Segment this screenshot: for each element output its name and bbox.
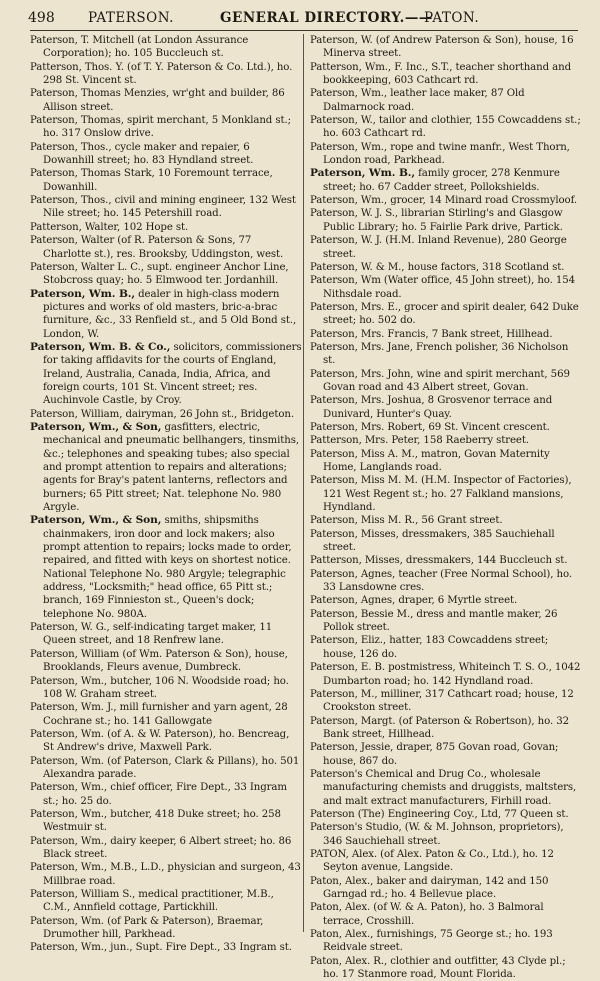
directory-entry	[30, 114, 302, 141]
entry-text: Paterson, Wm., M.B., L.D., physician and surgeon, 43 Millbrae road.	[30, 862, 301, 887]
right-column	[310, 34, 582, 981]
directory-entry	[310, 594, 582, 607]
entry-bold-name: Paterson, Wm. B.,	[30, 287, 135, 300]
directory-entry	[30, 861, 302, 888]
entry-text: Paterson, Jessie, draper, 875 Govan road, Govan; house, 867 do.	[310, 742, 559, 767]
entry-text: solicitors, commissioners for taking affidavits for the courts of England, Ireland, Australia, Canada, India, Africa, and foreign courts, 101 St. Vincent street; res. Auchinvole Castle, by Croy.	[43, 341, 302, 407]
entry-text: Paterson, Miss A. M., matron, Govan Maternity Home, Langlands road.	[310, 448, 550, 473]
entry-text: Paterson, Wm. J., mill furnisher and yarn agent, 28 Cochrane st.; ho. 141 Gallowgate	[30, 702, 288, 727]
entry-text: PATON, Alex. (of Alex. Paton & Co., Ltd.), ho. 12 Seyton avenue, Langside.	[310, 848, 554, 874]
entry-text: Paterson, Misses, dressmakers, 385 Sauchiehall street.	[310, 528, 555, 554]
entry-text: Paterson, Bessie M., dress and mantle maker, 26 Pollok street.	[310, 608, 558, 634]
entry-text: Paterson, Miss M. M. (H.M. Inspector of Factories), 121 West Regent st.; ho. 27 Falkland mansions, Hyndland.	[310, 475, 572, 514]
entry-bold-name: Paterson, Wm., & Son,	[30, 420, 162, 433]
directory-entry	[30, 835, 302, 862]
entry-text: Paterson, William S., medical practitioner, M.B., C.M., Annfield cottage, Partickhill.	[30, 889, 274, 914]
directory-entry	[310, 848, 582, 875]
page-number: 498	[28, 10, 55, 26]
entry-text: Paterson, Wm., leather lace maker, 87 Old Dalmarnock road.	[310, 88, 525, 113]
directory-entry	[30, 61, 302, 88]
directory-entry	[310, 207, 582, 234]
entry-text: Paterson, E. B. postmistress, Whiteinch T. S. O., 1042 Dumbarton road; ho. 142 Hyndland road.	[310, 662, 581, 687]
entry-text: Paterson, Wm., jun., Supt. Fire Dept., 33 Ingram st.	[30, 942, 292, 954]
directory-entry	[310, 141, 582, 168]
directory-entry	[30, 621, 302, 648]
entry-text: Paterson, Mrs. Joshua, 8 Grosvenor terrace and Dunivard, Hunter's Quay.	[310, 395, 553, 420]
entry-text: Paterson's Chemical and Drug Co., wholesale manufacturing chemists and druggists, maltsters, and malt extract manufacturers, Firhill road.	[310, 768, 577, 807]
entry-text: Paterson, Wm., butcher, 418 Duke street; ho. 258 Westmuir st.	[30, 808, 281, 834]
entry-bold-name: Paterson, Wm., & Son,	[30, 514, 162, 527]
directory-entry	[30, 421, 302, 514]
directory-entry	[310, 341, 582, 368]
entry-bold-name: Paterson, Wm. B.,	[310, 167, 415, 180]
entry-text: Paterson, Walter L. C., supt. engineer Anchor Line, Stobcross quay; ho. 5 Elmwood ter. Jordanhill.	[30, 261, 289, 287]
entry-text: Paterson, Thos., cycle maker and repaier, 6 Dowanhill street; ho. 83 Hyndland street.	[30, 141, 254, 167]
entry-text: Patterson, Thos. Y. (of T. Y. Paterson & Co. Ltd.), ho. 298 St. Vincent st.	[30, 61, 293, 87]
directory-entry	[30, 755, 302, 782]
entry-text: Paterson, Mrs. Francis, 7 Bank street, Hillhead.	[310, 328, 553, 340]
entry-text: Paterson, Mrs. Jane, French polisher, 36 Nicholson st.	[310, 341, 569, 367]
page-header	[28, 8, 576, 28]
directory-entry	[310, 634, 582, 661]
directory-entry	[30, 648, 302, 675]
directory-entry	[310, 901, 582, 928]
directory-entry	[310, 234, 582, 261]
directory-entry	[310, 768, 582, 808]
directory-entry	[30, 167, 302, 194]
directory-entry	[310, 61, 582, 88]
entry-text: Paterson, Wm., grocer, 14 Minard road Crossmyloof.	[310, 195, 578, 207]
directory-entry	[310, 661, 582, 688]
directory-entry	[310, 474, 582, 514]
header-left-title: PATERSON.	[88, 10, 174, 26]
header-rule	[30, 30, 578, 31]
directory-entry	[310, 114, 582, 141]
entry-text: Paterson, Agnes, draper, 6 Myrtle street.	[310, 595, 518, 607]
entry-text: Paterson, W. (of Andrew Paterson & Son), house, 16 Minerva street.	[310, 35, 574, 60]
entry-text: Paterson, T. Mitchell (at London Assurance Corporation); ho. 105 Buccleuch st.	[30, 35, 249, 60]
entry-text: Paterson's Studio, (W. & M. Johnson, proprietors), 346 Sauchiehall street.	[310, 822, 564, 847]
directory-entry	[310, 448, 582, 475]
entry-text: Paterson, Thos., civil and mining engineer, 132 West Nile street; ho. 145 Petershill road.	[30, 195, 296, 220]
entry-text: Paterson, William (of Wm. Paterson & Son), house, Brooklands, Fleurs avenue, Dumbreck.	[30, 648, 288, 674]
entry-text: Paterson (The) Engineering Coy., Ltd, 77 Queen st.	[310, 808, 569, 820]
directory-entry	[30, 261, 302, 288]
entry-text: Paterson, Wm (Water office, 45 John street), ho. 154 Nithsdale road.	[310, 275, 576, 300]
directory-entry	[310, 821, 582, 848]
directory-entry	[30, 808, 302, 835]
directory-entry	[310, 167, 582, 194]
directory-entry	[30, 141, 302, 168]
entry-text: Paterson, Wm. (of Paterson, Clark & Pillans), ho. 501 Alexandra parade.	[30, 755, 300, 780]
entry-text: Paterson, Wm. (of A. & W. Paterson), ho. Bencreag, St Andrew's drive, Maxwell Park.	[30, 728, 290, 754]
directory-entry	[310, 328, 582, 341]
directory-entry	[310, 608, 582, 635]
entry-text: Paterson, Mrs. E., grocer and spirit dealer, 642 Duke street; ho. 502 do.	[310, 301, 579, 327]
directory-entry	[30, 675, 302, 702]
entry-text: Paton, Alex., furnishings, 75 George st.; ho. 193 Reidvale street.	[310, 929, 553, 954]
directory-entry	[30, 341, 302, 408]
directory-entry	[30, 701, 302, 728]
entry-text: Paterson, Thomas, spirit merchant, 5 Monkland st.; ho. 317 Onslow drive.	[30, 115, 291, 140]
directory-entry	[310, 434, 582, 447]
entry-text: Paterson, Wm., dairy keeper, 6 Albert street; ho. 86 Black street.	[30, 835, 292, 860]
directory-entry	[310, 568, 582, 595]
directory-entry	[310, 421, 582, 434]
entry-text: Paterson, Thomas Menzies, wr'ght and builder, 86 Allison street.	[30, 88, 285, 113]
entry-text: Paterson, Wm., butcher, 106 N. Woodside road; ho. 108 W. Graham street.	[30, 675, 289, 700]
entry-text: Paterson, Wm. (of Park & Paterson), Braemar, Drumother hill, Parkhead.	[30, 915, 264, 941]
directory-entry	[310, 715, 582, 742]
entry-text: dealer in high-class modern pictures and works of old masters, bric-a-brac furniture, &c., 33 Renfield st., and 5 Old Bond st., London, W.	[43, 288, 297, 340]
entry-text: Paterson, William, dairyman, 26 John st., Bridgeton.	[30, 408, 294, 420]
directory-entry	[310, 554, 582, 567]
directory-entry	[310, 741, 582, 768]
entry-text: Paterson, Mrs. John, wine and spirit merchant, 569 Govan road and 43 Albert street, Govan.	[310, 368, 570, 393]
entry-text: family grocer, 278 Kenmure street; ho. 67 Cadder street, Pollokshields.	[323, 168, 560, 193]
directory-entry	[30, 221, 302, 234]
directory-entry	[310, 368, 582, 395]
directory-entry	[310, 928, 582, 955]
entry-text: Paterson, Miss M. R., 56 Grant street.	[310, 515, 503, 527]
directory-entry	[310, 194, 582, 207]
entry-text: Paterson, Agnes, teacher (Free Normal School), ho. 33 Lansdowne cres.	[310, 568, 572, 594]
entry-text: gasfitters, electric, mechanical and pneumatic bellhangers, tinsmiths, &c.; telephones and speaking tubes; also special and prompt attention to repairs and alterations; agents for Bray's patent lanterns, reflectors and burners; 65 Pitt street; Nat. telephone No. 980 Argyle.	[43, 421, 299, 514]
entry-text: Paterson, W. G., self-indicating target maker, 11 Queen street, and 18 Renfrew lane.	[30, 622, 273, 647]
directory-entry	[30, 514, 302, 621]
entry-bold-name: Paterson, Wm. B. & Co.,	[30, 340, 171, 353]
directory-entry	[310, 87, 582, 114]
directory-entry	[30, 915, 302, 942]
entry-text: Patterson, Walter, 102 Hope st.	[30, 221, 189, 233]
entry-text: Paterson, Wm., chief officer, Fire Dept., 33 Ingram st.; ho. 25 do.	[30, 782, 287, 807]
directory-entry	[30, 288, 302, 341]
directory-entry	[310, 34, 582, 61]
header-center-title: GENERAL DIRECTORY.——	[220, 10, 433, 26]
directory-entry	[30, 194, 302, 221]
directory-entry	[310, 875, 582, 902]
directory-entry	[310, 955, 582, 981]
entry-text: Paton, Alex. R., clothier and outfitter, 43 Clyde pl.; ho. 17 Stanmore road, Mount Florida.	[310, 955, 566, 981]
entry-text: Paterson, W., tailor and clothier, 155 Cowcaddens st.; ho. 603 Cathcart rd.	[310, 115, 581, 140]
directory-entry	[30, 888, 302, 915]
entry-text: Paterson, Margt. (of Paterson & Robertson), ho. 32 Bank street, Hillhead.	[310, 715, 570, 740]
directory-entry	[30, 728, 302, 755]
entry-text: smiths, shipsmiths chainmakers, iron door and lock makers; also prompt attention to repairs; locks made to order, repaired, and fitted with keys on shortest notice. National Telephone No. 980 Argyle; telegraphic address, "Locksmith;" head office, 65 Pitt st.; branch, 169 Finnieston st., Queen's dock; telephone No. 980A.	[43, 515, 292, 620]
directory-entry	[310, 274, 582, 301]
column-divider	[303, 34, 304, 932]
directory-entry	[310, 394, 582, 421]
entry-text: Paton, Alex., baker and dairyman, 142 and 150 Garngad rd.; ho. 4 Bellevue place.	[310, 875, 549, 900]
directory-entry	[30, 87, 302, 114]
entry-text: Paterson, W. J. S., librarian Stirling's and Glasgow Public Library; ho. 5 Fairlie Park drive, Partick.	[310, 208, 563, 233]
entry-text: Paterson, Wm., rope and twine manfr., West Thorn, London road, Parkhead.	[310, 141, 570, 167]
header-right-title: PATON.	[424, 10, 480, 26]
directory-entry	[30, 781, 302, 808]
directory-entry	[310, 528, 582, 555]
entry-text: Patterson, Mrs. Peter, 158 Raeberry street.	[310, 435, 529, 447]
entry-text: Paterson, W. & M., house factors, 318 Scotland st.	[310, 261, 565, 273]
entry-text: Patterson, Wm., F. Inc., S.T., teacher shorthand and bookkeeping, 603 Cathcart rd.	[310, 61, 572, 87]
entry-text: Paterson, M., milliner, 317 Cathcart road; house, 12 Crookston street.	[310, 688, 574, 714]
directory-entry	[310, 808, 582, 821]
directory-entry	[310, 301, 582, 328]
entry-text: Patterson, Misses, dressmakers, 144 Buccleuch st.	[310, 555, 568, 567]
directory-entry	[310, 514, 582, 527]
entry-text: Paterson, W. J. (H.M. Inland Revenue), 280 George street.	[310, 235, 567, 260]
directory-entry	[30, 408, 302, 421]
entry-text: Paterson, Eliz., hatter, 183 Cowcaddens street; house, 126 do.	[310, 635, 549, 660]
entry-text: Paton, Alex. (of W. & A. Paton), ho. 3 Balmoral terrace, Crosshill.	[310, 902, 544, 927]
directory-entry	[30, 34, 302, 61]
entry-text: Paterson, Walter (of R. Paterson & Sons, 77 Charlotte st.), res. Brooksby, Uddingston, west.	[30, 235, 284, 260]
left-column	[30, 34, 302, 954]
entry-text: Paterson, Thomas Stark, 10 Foremount terrace, Dowanhill.	[30, 168, 273, 193]
directory-entry	[30, 234, 302, 261]
directory-entry	[310, 688, 582, 715]
directory-entry	[30, 941, 302, 954]
directory-entry	[310, 261, 582, 274]
entry-text: Paterson, Mrs. Robert, 69 St. Vincent crescent.	[310, 421, 550, 433]
